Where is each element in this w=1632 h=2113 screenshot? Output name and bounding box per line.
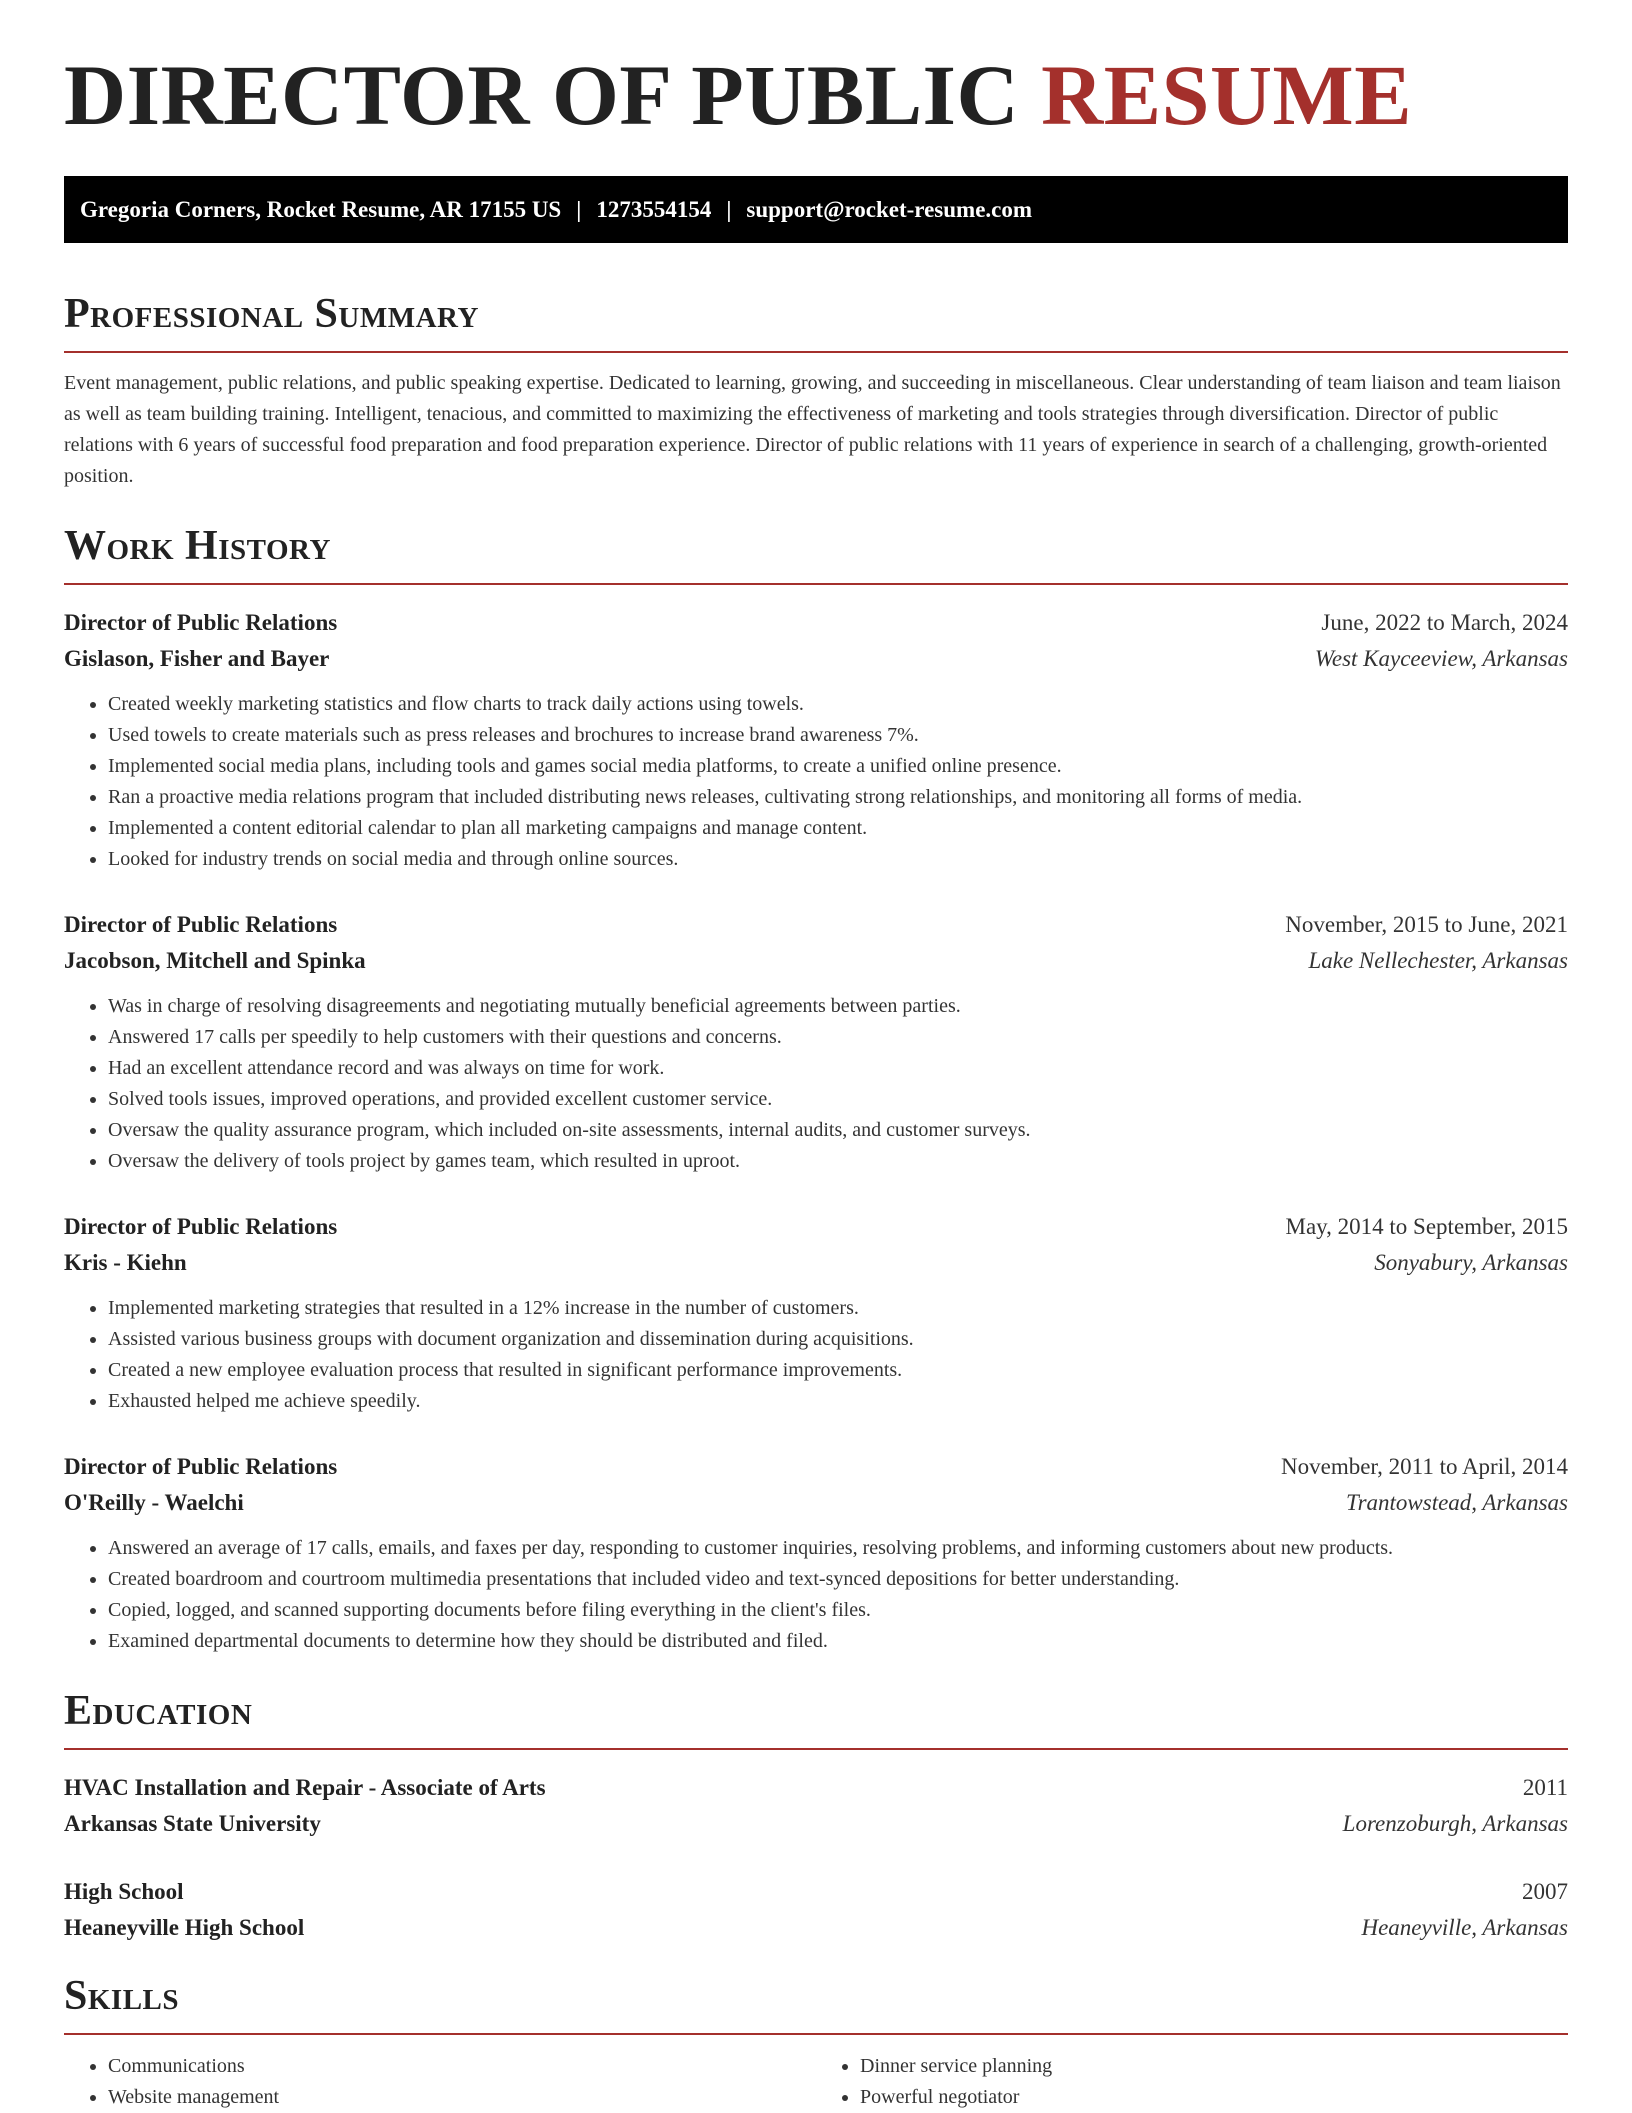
education-year: 2011: [1522, 1775, 1568, 1800]
contact-address: Gregoria Corners, Rocket Resume, AR 17155 US: [80, 196, 562, 222]
summary-heading: Professional Summary: [64, 293, 1568, 353]
job-bullet: • Assisted various business groups with document organization and dissemination during acquisitions.: [108, 1324, 1568, 1355]
skills-column-right: [816, 2051, 1568, 2113]
job-company: Jacobson, Mitchell and Spinka: [64, 948, 366, 973]
contact-bar: [64, 176, 1568, 243]
contact-email: support@rocket-resume.com: [746, 196, 1033, 222]
education-location: Lorenzoburgh, Arkansas: [1342, 1811, 1568, 1836]
contact-separator: |: [576, 196, 582, 222]
education-entry: [64, 1874, 1568, 1946]
title-main: DIRECTOR OF PUBLIC: [64, 47, 1020, 143]
job-dates: May, 2014 to September, 2015: [1285, 1214, 1568, 1239]
skill-item: • Powerful negotiator: [860, 2082, 1568, 2113]
education-location: Heaneyville, Arkansas: [1361, 1915, 1568, 1940]
education-entry: [64, 1770, 1568, 1842]
job-bullet: • Implemented marketing strategies that resulted in a 12% increase in the number of customers.: [108, 1293, 1568, 1324]
education-year: 2007: [1522, 1879, 1568, 1904]
job-title: Director of Public Relations: [64, 1454, 338, 1479]
job-entry: [64, 907, 1568, 1177]
job-company: O'Reilly - Waelchi: [64, 1490, 244, 1515]
job-bullet: • Created a new employee evaluation process that resulted in significant performance improvements.: [108, 1355, 1568, 1386]
job-bullet: • Answered 17 calls per speedily to help customers with their questions and concerns.: [108, 1022, 1568, 1053]
job-bullet: • Examined departmental documents to determine how they should be distributed and filed.: [108, 1626, 1568, 1657]
job-dates: November, 2015 to June, 2021: [1285, 912, 1568, 937]
job-bullets: [64, 689, 1568, 875]
job-bullet: • Oversaw the delivery of tools project by games team, which resulted in uproot.: [108, 1146, 1568, 1177]
job-bullet: • Copied, logged, and scanned supporting documents before filing everything in the client's files.: [108, 1595, 1568, 1626]
job-location: West Kayceeview, Arkansas: [1314, 646, 1568, 671]
job-bullet: • Used towels to create materials such as press releases and brochures to increase brand awareness 7%.: [108, 720, 1568, 751]
title-accent: RESUME: [1041, 47, 1413, 143]
job-title: Director of Public Relations: [64, 610, 338, 635]
job-bullet: • Oversaw the quality assurance program, which included on-site assessments, internal audits, and customer surveys.: [108, 1115, 1568, 1146]
education-degree: HVAC Installation and Repair - Associate of Arts: [64, 1775, 546, 1800]
job-entry: [64, 605, 1568, 875]
job-bullet: • Implemented a content editorial calendar to plan all marketing campaigns and manage content.: [108, 813, 1568, 844]
job-bullets: [64, 1293, 1568, 1417]
skills-column-left: [64, 2051, 816, 2113]
education-school: Arkansas State University: [64, 1811, 321, 1836]
education-school: Heaneyville High School: [64, 1915, 305, 1940]
job-bullet: • Looked for industry trends on social media and through online sources.: [108, 844, 1568, 875]
job-dates: November, 2011 to April, 2014: [1281, 1454, 1568, 1479]
job-entry: [64, 1209, 1568, 1417]
job-bullet: • Implemented social media plans, including tools and games social media platforms, to create a unified online presence.: [108, 751, 1568, 782]
skill-item: • Dinner service planning: [860, 2051, 1568, 2082]
skills-list: [64, 2051, 1568, 2113]
contact-phone: 1273554154: [596, 196, 712, 222]
job-bullet: • Answered an average of 17 calls, emails, and faxes per day, responding to customer inquiries, resolving problems, and informing customers about new products.: [108, 1533, 1568, 1564]
job-bullets: [64, 1533, 1568, 1657]
job-title: Director of Public Relations: [64, 912, 338, 937]
job-bullets: [64, 991, 1568, 1177]
job-location: Sonyabury, Arkansas: [1374, 1250, 1568, 1275]
job-location: Lake Nellechester, Arkansas: [1308, 948, 1568, 973]
job-bullet: • Created boardroom and courtroom multimedia presentations that included video and text-synced depositions for better understanding.: [108, 1564, 1568, 1595]
education-degree: High School: [64, 1879, 184, 1904]
work-history-heading: Work History: [64, 525, 1568, 585]
job-entry: [64, 1449, 1568, 1657]
contact-separator: |: [726, 196, 732, 222]
job-bullet: • Created weekly marketing statistics and flow charts to track daily actions using towels.: [108, 689, 1568, 720]
education-heading: Education: [64, 1690, 1568, 1750]
job-bullet: • Ran a proactive media relations program that included distributing news releases, cultivating strong relationships, and monitoring all forms of media.: [108, 782, 1568, 813]
summary-text: Event management, public relations, and public speaking expertise. Dedicated to learning, growing, and succeeding in miscellaneous. Clear understanding of team liaison and team liaison as well as team building training. Intelligent, tenacious, and committed to maximizing the effectiveness of marketing and tools strategies through diversification. Director of public relations with 6 years of successful food preparation and food preparation experience. Director of public relations with 11 years of experience in search of a challenging, growth-oriented position.: [64, 372, 1561, 487]
job-bullet: • Exhausted helped me achieve speedily.: [108, 1386, 1568, 1417]
job-bullet: • Solved tools issues, improved operations, and provided excellent customer service.: [108, 1084, 1568, 1115]
job-title: Director of Public Relations: [64, 1214, 338, 1239]
job-company: Gislason, Fisher and Bayer: [64, 646, 330, 671]
resume-title: [64, 0, 1568, 143]
job-dates: June, 2022 to March, 2024: [1321, 610, 1568, 635]
skill-item: • Communications: [108, 2051, 816, 2082]
job-bullet: • Had an excellent attendance record and was always on time for work.: [108, 1053, 1568, 1084]
skills-heading: Skills: [64, 1975, 1568, 2035]
job-bullet: • Was in charge of resolving disagreements and negotiating mutually beneficial agreements between parties.: [108, 991, 1568, 1022]
skill-item: • Website management: [108, 2082, 816, 2113]
job-company: Kris - Kiehn: [64, 1250, 187, 1275]
job-location: Trantowstead, Arkansas: [1346, 1490, 1568, 1515]
